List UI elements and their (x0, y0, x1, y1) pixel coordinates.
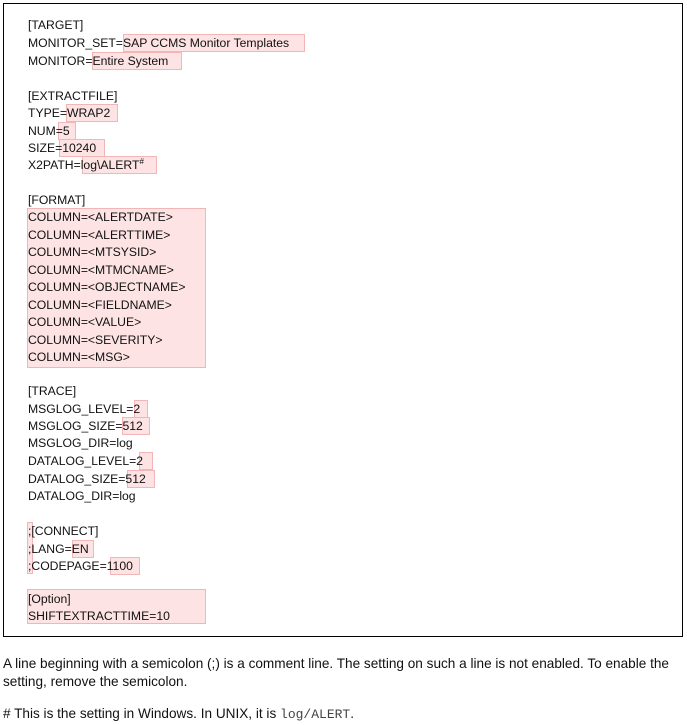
shiftextracttime-line: SHIFTEXTRACTTIME=10 (28, 609, 170, 623)
lang-value: EN (71, 542, 89, 556)
x2path-line: X2PATH=log\ALERT# (28, 157, 144, 172)
extractfile-header: [EXTRACTFILE] (28, 89, 118, 103)
format-column: COLUMN=<MTMCNAME> (28, 262, 174, 277)
format-column: COLUMN=<OBJECTNAME> (28, 280, 186, 294)
msglog-size-line: MSGLOG_SIZE=512 (28, 419, 143, 433)
datalog-size-value: 512 (125, 472, 146, 486)
connect-header-line: ;[CONNECT] (28, 524, 99, 538)
datalog-size-line: DATALOG_SIZE=512 (28, 472, 146, 486)
codepage-value: 1100 (106, 559, 133, 573)
option-header: [Option] (28, 592, 71, 606)
footnote: # This is the setting in Windows. In UNIX, it is log/ALERT. (3, 706, 355, 722)
trace-header: [TRACE] (28, 384, 77, 398)
monitor-set-value: SAP CCMS Monitor Templates (122, 36, 290, 50)
format-column: COLUMN=<MSG> (28, 350, 130, 364)
format-column: COLUMN=<ALERTTIME> (28, 227, 171, 242)
msglog-dir-line: MSGLOG_DIR=log (28, 436, 133, 450)
comment-note: A line beginning with a semicolon (;) is a comment line. The setting on such a line is not enabled. To enable the setting, remove the semicolon. (3, 656, 669, 689)
type-line: TYPE=WRAP2 (28, 106, 111, 120)
monitor-set-line: MONITOR_SET=SAP CCMS Monitor Templates (28, 36, 290, 50)
x2path-value: log\ALERT (80, 158, 140, 172)
footnote-mark: # (139, 157, 144, 166)
datalog-dir-line: DATALOG_DIR=log (28, 489, 136, 503)
size-line: SIZE=10240 (28, 141, 97, 155)
format-header: [FORMAT] (28, 193, 86, 207)
num-line: NUM=5 (28, 124, 70, 138)
msglog-level-value: 2 (133, 402, 141, 416)
footnote-unix-path: log/ALERT (280, 707, 351, 722)
msglog-size-value: 512 (122, 419, 143, 433)
format-column: COLUMN=<FIELDNAME> (28, 297, 172, 312)
comment-semicolon: ; (28, 524, 32, 538)
monitor-value: Entire System (92, 54, 169, 68)
msglog-level-line: MSGLOG_LEVEL=2 (28, 402, 141, 416)
lang-line: ;LANG=EN (28, 542, 89, 556)
codepage-line: ;CODEPAGE=1100 (28, 559, 133, 573)
format-column: COLUMN=<MTSYSID> (28, 245, 157, 259)
type-value: WRAP2 (66, 106, 111, 120)
comment-semicolon: ; (28, 542, 32, 556)
comment-semicolon: ; (28, 559, 32, 573)
format-column: COLUMN=<ALERTDATE> (28, 210, 173, 224)
format-column: COLUMN=<SEVERITY> (28, 332, 163, 347)
datalog-level-line: DATALOG_LEVEL=2 (28, 454, 144, 468)
monitor-line: MONITOR=Entire System (28, 54, 169, 68)
num-value: 5 (62, 124, 70, 138)
target-header: [TARGET] (28, 18, 84, 32)
format-column: COLUMN=<VALUE> (28, 315, 142, 329)
size-value: 10240 (62, 141, 97, 155)
datalog-level-value: 2 (136, 454, 144, 468)
config-file-box (3, 3, 683, 637)
